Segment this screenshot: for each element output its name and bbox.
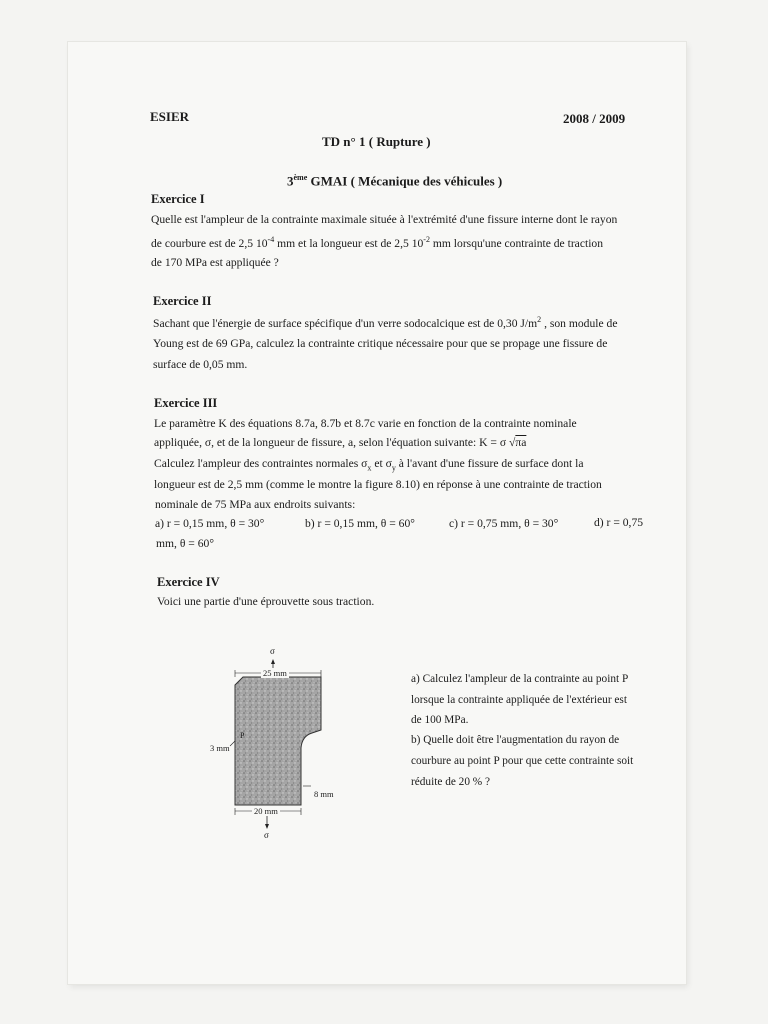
- exercise-3-option-b: b) r = 0,15 mm, θ = 60°: [305, 517, 415, 530]
- document-title: TD n° 1 ( Rupture ): [322, 134, 431, 149]
- exercise-3-line-7: mm, θ = 60°: [156, 537, 214, 550]
- exercise-2-title: Exercice II: [153, 294, 212, 308]
- exercise-1-title: Exercice I: [151, 192, 205, 206]
- exercise-3-line-1: Le paramètre K des équations 8.7a, 8.7b et 8.7c varie en fonction de la contrainte nominale: [154, 417, 577, 430]
- exercise-3-option-c: c) r = 0,75 mm, θ = 30°: [449, 517, 559, 530]
- exercise-3-line-2: appliquée, σ, et de la longueur de fissure, a, selon l'équation suivante: K = σ √πa: [154, 436, 527, 449]
- radius-label: 3 mm: [210, 743, 230, 753]
- exercise-3-option-d: d) r = 0,75: [594, 516, 644, 529]
- exercise-3-title: Exercice III: [154, 396, 218, 410]
- exercise-4-question-line-4: b) Quelle doit être l'augmentation du rayon de: [411, 734, 620, 746]
- exercise-4-question-line-2: lorsque la contrainte appliquée de l'extérieur est: [411, 694, 627, 706]
- exercise-3-line-4: longueur est de 2,5 mm (comme le montre la figure 8.10) en réponse à une contrainte de traction: [154, 478, 602, 491]
- exercise-3-option-a: a) r = 0,15 mm, θ = 30°: [155, 517, 265, 530]
- institution-label: ESIER: [150, 109, 190, 124]
- exercise-4-question-line-6: réduite de 20 % ?: [411, 776, 491, 788]
- exercise-4-title: Exercice IV: [157, 575, 220, 589]
- width-top-label: 25 mm: [263, 668, 287, 678]
- step-label: 8 mm: [314, 789, 334, 799]
- exercise-3-line-5: nominale de 75 MPa aux endroits suivants:: [155, 498, 356, 511]
- point-p-label: P: [240, 731, 245, 740]
- class-label: 3ème GMAI ( Mécanique des véhicules ): [287, 173, 503, 189]
- exercise-1-line-2: de courbure est de 2,5 $10^{-4}$ mm et la longueur est de 2,5 $10^{-2}$ mm lorsqu'une contrainte de traction: [151, 235, 604, 250]
- exercise-4-question-line-3: de 100 MPa.: [411, 714, 469, 726]
- exercise-2-line-1: Sachant que l'énergie de surface spécifique d'un verre sodocalcique est de 0,30 $J/m^2$ , son module de: [153, 315, 618, 330]
- exercise-2-line-3: surface de 0,05 mm.: [153, 358, 248, 371]
- exercise-1-line-3: de 170 MPa est appliquée ?: [151, 256, 279, 269]
- exercise-4-intro: Voici une partie d'une éprouvette sous traction.: [157, 595, 375, 608]
- exercise-1-line-1: Quelle est l'ampleur de la contrainte maximale située à l'extrémité d'une fissure interne dont le rayon: [151, 213, 618, 226]
- academic-year: 2008 / 2009: [563, 111, 626, 126]
- sigma-top-label: σ: [270, 646, 275, 656]
- exercise-3-line-3: Calculez l'ampleur des contraintes normales $\sigma_x$ et $\sigma_y$ à l'avant d'une fissure de surface dont la: [154, 457, 584, 473]
- width-bottom-label: 20 mm: [254, 806, 278, 816]
- sigma-bottom-label: σ: [264, 830, 269, 840]
- exercise-4-question-line-5: courbure au point P pour que cette contrainte soit: [411, 755, 634, 767]
- exercise-2-line-2: Young est de 69 GPa, calculez la contrainte critique nécessaire pour que se propage une fissure de: [153, 337, 608, 350]
- radius-leader: [230, 741, 235, 746]
- exercise-4-question-line-1: a) Calculez l'ampleur de la contrainte au point P: [411, 673, 629, 685]
